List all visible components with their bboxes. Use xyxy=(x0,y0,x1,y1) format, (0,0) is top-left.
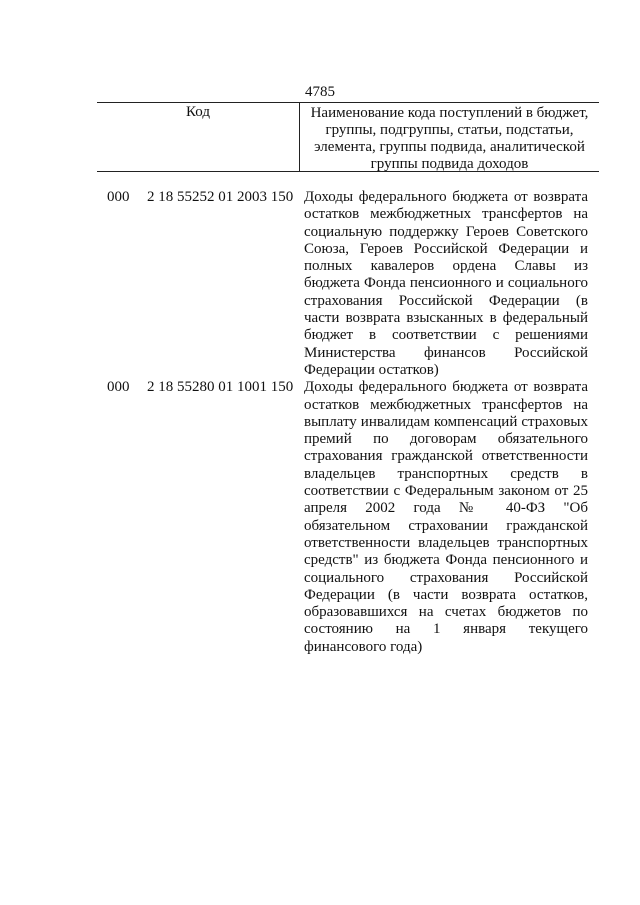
entries-list xyxy=(0,189,640,656)
table-row xyxy=(0,189,640,379)
admin-code: 000 xyxy=(107,189,130,205)
table-header xyxy=(97,102,599,172)
revenue-code: 2 18 55280 01 1001 150 xyxy=(147,379,294,396)
admin-code: 000 xyxy=(107,379,130,396)
header-name-column: Наименование кода поступлений в бюджет, группы, подгруппы, статьи, подстатьи, элемента, группы подвида, аналитической группы подвида доходов xyxy=(310,105,589,172)
revenue-description: Доходы федерального бюджета от возврата остатков межбюджетных трансфертов на выплату инвалидам компенсаций страховых премий по договорам обязательного страхования гражданской ответственности владельцев транспортных средств в соответствии с Федеральным законом от 25 апреля 2002 года № 40-ФЗ "Об обязательном страховании гражданской ответственности владельцев транспортных средств" из бюджета Фонда пенсионного и социального страхования Российской Федерации (в части возврата остатков, образовавшихся на счетах бюджетов по состоянию на 1 января текущего финансового года) xyxy=(304,379,588,655)
revenue-description: Доходы федерального бюджета от возврата остатков межбюджетных трансфертов на социальную поддержку Героев Советского Союза, Героев Российской Федерации и полных кавалеров ордена Славы из бюджета Фонда пенсионного и социального страхования Российской Федерации (в части возврата взысканных в федеральный бюджет в соответствии с решениями Министерства финансов Российской Федерации остатков) xyxy=(304,189,588,378)
page-number: 4785 xyxy=(305,84,335,100)
revenue-code: 2 18 55252 01 2003 150 xyxy=(147,189,294,205)
table-row xyxy=(0,379,640,656)
header-code-column: Код xyxy=(186,104,210,120)
